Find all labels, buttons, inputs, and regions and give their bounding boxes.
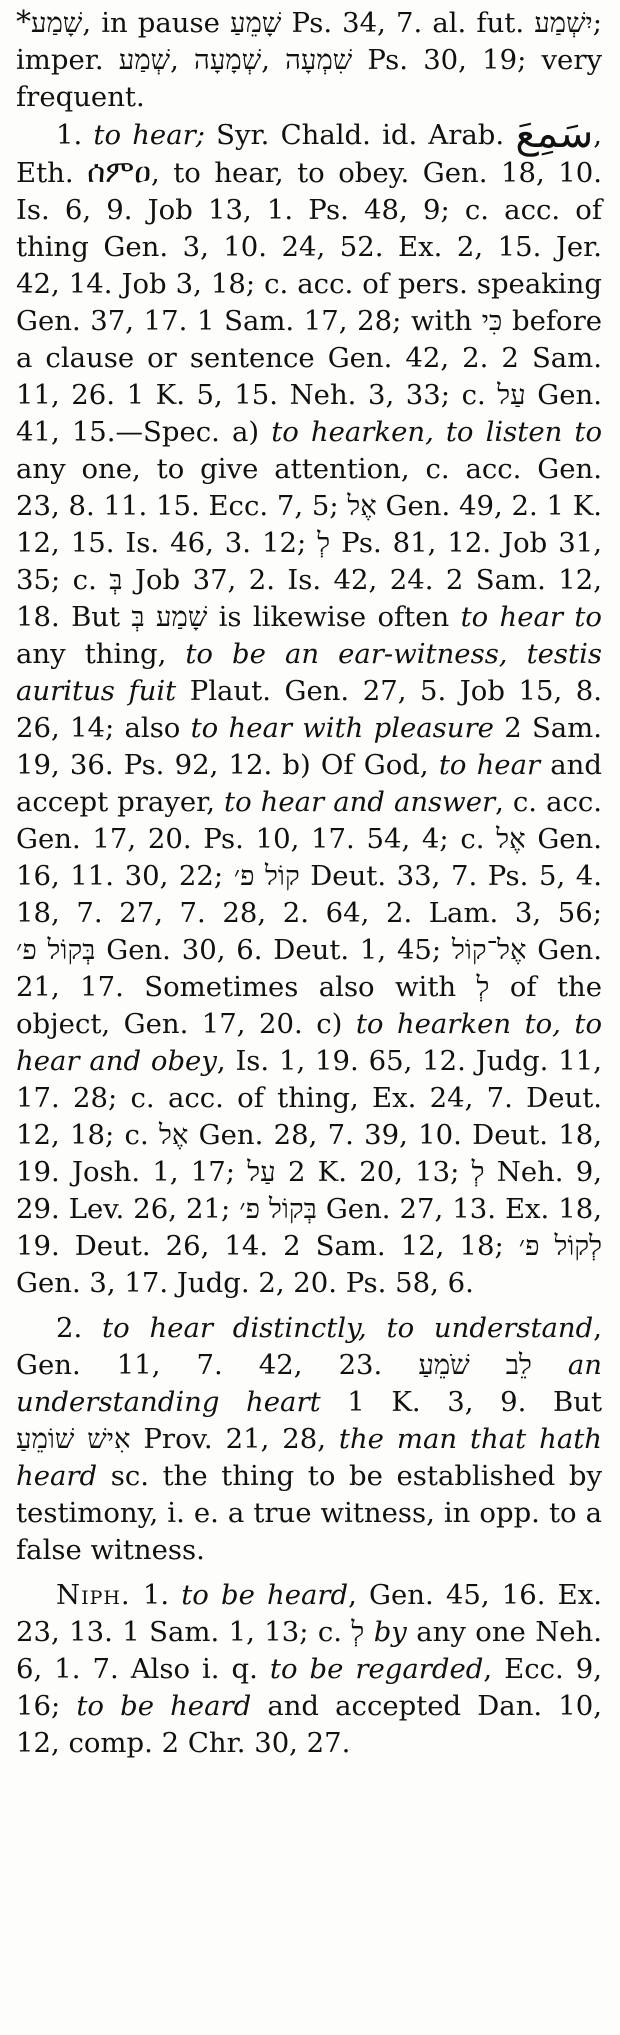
text-run xyxy=(364,1616,373,1648)
text-run: , in pause xyxy=(82,7,231,39)
hebrew-word: בְּקוֹל פ׳ xyxy=(239,1193,317,1225)
hebrew-word: יִשְׁמַע xyxy=(534,7,593,39)
italic-text: the man that hath heard xyxy=(16,1423,603,1492)
text-run: and accepted Dan. 10, 12, comp. 2 Chr. 30, 27. xyxy=(16,1690,603,1759)
arabic-word: سَمِعَ xyxy=(515,111,594,157)
text-run: , Gen. 11, 7. 42, 23. xyxy=(16,1312,602,1381)
text-run: , Eth. xyxy=(16,119,602,189)
hebrew-word: בְּ xyxy=(109,564,123,596)
text-run: Job 37, 2. Is. 42, 24. 2 Sam. 12, 18. But xyxy=(16,564,602,633)
sense-1-paragraph xyxy=(16,111,603,1302)
text-run: is likewise often xyxy=(207,601,461,633)
hebrew-word: לְ xyxy=(476,971,490,1003)
entry-marker: * xyxy=(16,5,31,40)
text-run: of the object, Gen. 17, 20. c) xyxy=(16,971,602,1040)
italic-text: an understanding heart xyxy=(16,1349,602,1418)
text-run: , Is. 1, 19. 65, 12. Judg. 11, 17. 28; c. acc. of thing, Ex. 24, 7. Deut. 12, 18; c. xyxy=(16,1045,602,1151)
hebrew-word: לְקוֹל פ׳ xyxy=(518,1230,602,1262)
text-run: Plaut. Gen. 27, 5. Job 15, 8. 26, 14; also xyxy=(16,675,602,744)
italic-text: to hear xyxy=(438,749,541,781)
text-run: 1. xyxy=(130,1579,182,1611)
niphal-paragraph xyxy=(16,1577,602,1762)
text-run: 2 K. 20, 13; xyxy=(275,1156,472,1188)
text-run: any one Neh. 6, 1. 7. Also i. q. xyxy=(16,1616,602,1685)
italic-text: to be heard xyxy=(181,1579,349,1611)
hebrew-word: קוֹל פ׳ xyxy=(233,860,300,892)
text-run: , xyxy=(261,44,286,76)
text-run: , Gen. 45, 16. Ex. 23, 13. 1 Sam. 1, 13; c. xyxy=(16,1579,602,1648)
text-run: and accept prayer, xyxy=(16,749,603,818)
ethiopic-word: ሰምዐ xyxy=(87,154,151,190)
entry-intro xyxy=(16,4,602,116)
hebrew-word: אֶל xyxy=(347,490,377,522)
text-run: sc. the thing to be established by testimony, i. e. a true witness, in opp. to a false witness. xyxy=(16,1460,602,1566)
text-run: , to hear, to obey. Gen. 18, 10. Is. 6, 9. Job 13, 1. Ps. 48, 9; c. acc. of thing Gen. 3, 10. 24, 52. Ex. 2, 15. Jer. 42, 14. Job 3, 18; c. acc. of pers. speaking Gen. 37, 17. 1 Sam. 17, 28; with xyxy=(16,157,602,337)
text-run: , Ecc. 9, 16; xyxy=(16,1653,603,1722)
hebrew-word: אִישׁ שׁוֹמֵעַ xyxy=(16,1423,131,1455)
italic-text: to hear to xyxy=(460,601,602,633)
text-run: Gen. 30, 6. Deut. 1, 45; xyxy=(95,934,452,966)
text-run: Prov. 21, 28, xyxy=(130,1423,339,1455)
italic-text: by xyxy=(373,1616,407,1648)
hebrew-word: שְׁמַע xyxy=(118,44,171,76)
text-run: Deut. 33, 7. Ps. 5, 4. 18, 7. 27, 7. 28, 2. 64, 2. Lam. 3, 56; xyxy=(16,860,602,929)
text-run: Gen. 27, 13. Ex. 18, 19. Deut. 26, 14. 2 Sam. 12, 18; xyxy=(16,1193,602,1262)
text-run: Syr. Chald. id. Arab. xyxy=(205,119,516,151)
text-run: Gen. 28, 7. 39, 10. Deut. 18, 19. Josh. 1, 17; xyxy=(16,1119,603,1188)
italic-text: to be an ear-witness, testis auritus fuit xyxy=(16,638,602,707)
text-run: any thing, xyxy=(16,638,186,670)
text-run: 1 K. 3, 9. But xyxy=(320,1386,603,1418)
hebrew-word: עַל xyxy=(247,1156,276,1188)
text-run: Gen. 21, 17. Sometimes also with xyxy=(16,934,603,1003)
hebrew-word: לְ xyxy=(317,527,331,559)
hebrew-word: שָׁמֵעַ xyxy=(230,7,282,39)
text-run: 2 Sam. 19, 36. Ps. 92, 12. b) Of God, xyxy=(16,712,602,781)
hebrew-word: אֶל xyxy=(496,823,526,855)
hebrew-word: שָׁמַע בְּ xyxy=(131,601,208,633)
text-run: Gen. 16, 11. 30, 22; xyxy=(16,823,603,892)
text-run: Gen. 41, 15.—Spec. a) xyxy=(16,379,602,448)
text-run: Ps. 81, 12. Job 31, 35; c. xyxy=(16,527,602,596)
hebrew-word: לְ xyxy=(351,1616,365,1648)
text-run: Ps. 30, 19; very frequent. xyxy=(16,44,602,113)
text-run: Gen. 3, 17. Judg. 2, 20. Ps. 58, 6. xyxy=(16,1267,474,1299)
text-run: 1. xyxy=(56,119,94,151)
text-run: before a clause or sentence Gen. 42, 2. 2 Sam. 11, 26. 1 K. 5, 15. Neh. 3, 33; c. xyxy=(16,305,603,411)
hebrew-word: אֶל־קוֹל xyxy=(452,934,527,966)
italic-text: to be heard xyxy=(76,1690,252,1722)
text-run: Neh. 9, 29. Lev. 26, 21; xyxy=(16,1156,603,1225)
text-run: 2. xyxy=(56,1312,103,1344)
italic-text: to hear and answer xyxy=(224,786,496,818)
hebrew-word: לֵב שֹׁמֵעַ xyxy=(418,1349,532,1381)
hebrew-word: אֶל xyxy=(158,1119,189,1151)
stem-label: Niph. xyxy=(56,1579,131,1611)
italic-text: to hearken, to listen to xyxy=(271,416,602,448)
text-run: ; imper. xyxy=(16,7,603,76)
hebrew-word: בְּקוֹל פ׳ xyxy=(16,934,96,966)
text-run: Gen. 49, 2. 1 K. 12, 15. Is. 46, 3. 12; xyxy=(16,490,603,559)
text-run xyxy=(532,1349,568,1381)
italic-text: to hear with pleasure xyxy=(190,712,494,744)
hebrew-word: לְ xyxy=(471,1156,485,1188)
italic-text: to hearken to, to hear and obey xyxy=(16,1008,602,1077)
hebrew-word: כִּי xyxy=(481,305,503,337)
hebrew-word: עַל xyxy=(497,379,526,411)
italic-text: to be regarded xyxy=(269,1653,484,1685)
hebrew-word: שָׁמַע xyxy=(31,7,83,39)
text-run: Ps. 34, 7. al. fut. xyxy=(281,7,535,39)
italic-text: to hear distinctly, to understand xyxy=(102,1312,594,1344)
italic-text: to hear; xyxy=(93,119,205,151)
text-run: any one, to give attention, c. acc. Gen. 23, 8. 11. 15. Ecc. 7, 5; xyxy=(16,453,602,522)
text-run: , xyxy=(170,44,195,76)
hebrew-word: שִׁמְעָה xyxy=(285,44,353,76)
text-run: , c. acc. Gen. 17, 20. Ps. 10, 17. 54, 4; c. xyxy=(16,786,603,855)
hebrew-word: שְׁמָעָה xyxy=(194,44,262,76)
sense-2-paragraph xyxy=(16,1310,602,1569)
